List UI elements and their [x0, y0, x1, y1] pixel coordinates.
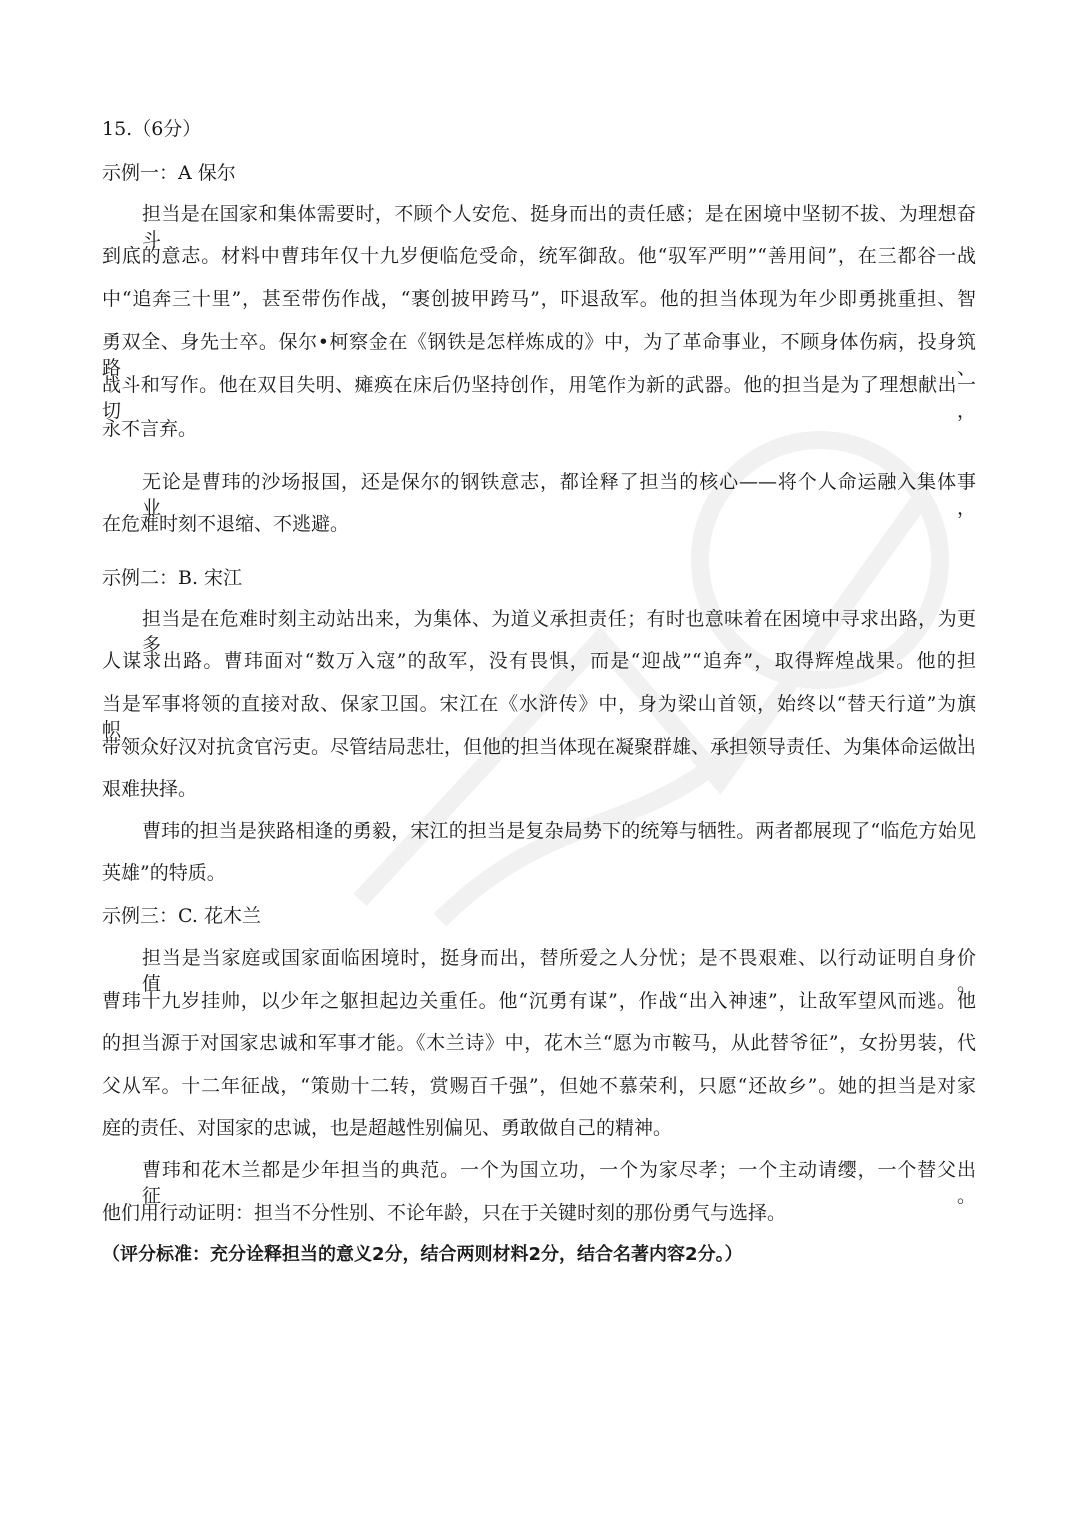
- example-2-p2-line-2: 英雄”的特质。: [102, 862, 226, 884]
- example-1-p1-line-5: 战斗和写作。他在双目失明、瘫痪在床后仍坚持创作，用笔作为新的武器。他的担当是为了理想献出一切，: [102, 374, 976, 422]
- example-2-p1-line-3: 当是军事将领的直接对敌、保家卫国。宋江在《水浒传》中，身为梁山首领，始终以“替天行道”为旗帜，: [102, 693, 976, 741]
- example-3-p1-line-1: 担当是当家庭或国家面临困境时，挺身而出，替所爱之人分忧；是不畏艰难、以行动证明自身价值。: [142, 947, 976, 995]
- example-3-p1-line-5: 庭的责任、对国家的忠诚，也是超越性别偏见、勇敢做自己的精神。: [102, 1117, 673, 1139]
- example-3-p2-line-1: 曹玮和花木兰都是少年担当的典范。一个为国立功，一个为家尽孝；一个主动请缨，一个替父出征。: [142, 1159, 976, 1207]
- example-2-p1-line-5: 艰难抉择。: [102, 778, 198, 800]
- example-1-p2-line-2: 在危难时刻不退缩、不逃避。: [102, 513, 350, 535]
- example-3-title: 示例三：C. 花木兰: [102, 905, 261, 927]
- example-3-p1-line-2: 曹玮十九岁挂帅，以少年之躯担起边关重任。他“沉勇有谋”，作战“出入神速”，让敌军望风而逃。他: [102, 990, 976, 1012]
- example-3-p2-line-2: 他们用行动证明：担当不分性别、不论年龄，只在于关键时刻的那份勇气与选择。: [102, 1202, 787, 1224]
- example-1-p1-line-3: 中“追奔三十里”，甚至带伤作战，“裹创披甲跨马”，吓退敌军。他的担当体现为年少即勇挑重担、智: [102, 288, 976, 310]
- scoring-criteria: （评分标准：充分诠释担当的意义2分，结合两则材料2分，结合名著内容2分。）: [102, 1244, 743, 1265]
- example-1-p1-line-2: 到底的意志。材料中曹玮年仅十九岁便临危受命，统军御敌。他“驭军严明”“善用间”，在三都谷一战: [102, 245, 976, 267]
- example-3-p1-line-4: 父从军。十二年征战，“策勋十二转，赏赐百千强”，但她不慕荣利，只愿“还故乡”。她的担当是对家: [102, 1075, 976, 1097]
- example-2-p1-line-4: 带领众好汉对抗贪官污吏。尽管结局悲壮，但他的担当体现在凝聚群雄、承担领导责任、为集体命运做出: [102, 736, 977, 758]
- example-1-p1-line-6: 永不言弃。: [102, 418, 198, 440]
- example-1-title: 示例一：A 保尔: [102, 162, 236, 184]
- example-1-p1-line-1: 担当是在国家和集体需要时，不顾个人安危、挺身而出的责任感；是在困境中坚韧不拔、为理想奋斗: [142, 203, 976, 251]
- example-1-p1-line-4: 勇双全、身先士卒。保尔•柯察金在《钢铁是怎样炼成的》中，为了革命事业，不顾身体伤病，投身筑路、: [102, 331, 976, 379]
- question-number: 15.（6分）: [102, 118, 202, 140]
- example-2-p1-line-2: 人谋求出路。曹玮面对“数万入寇”的敌军，没有畏惧，而是“迎战”“追奔”，取得辉煌战果。他的担: [102, 650, 976, 672]
- example-1-p2-line-1: 无论是曹玮的沙场报国，还是保尔的钢铁意志，都诠释了担当的核心——将个人命运融入集体事业，: [142, 471, 976, 519]
- example-2-p1-line-1: 担当是在危难时刻主动站出来，为集体、为道义承担责任；有时也意味着在困境中寻求出路，为更多: [142, 608, 976, 656]
- example-2-title: 示例二：B. 宋江: [102, 567, 243, 589]
- example-2-p2-line-1: 曹玮的担当是狭路相逢的勇毅，宋江的担当是复杂局势下的统筹与牺牲。两者都展现了“临危方始见: [142, 820, 976, 842]
- example-3-p1-line-3: 的担当源于对国家忠诚和军事才能。《木兰诗》中，花木兰“愿为市鞍马，从此替爷征”，女扮男装，代: [102, 1032, 976, 1054]
